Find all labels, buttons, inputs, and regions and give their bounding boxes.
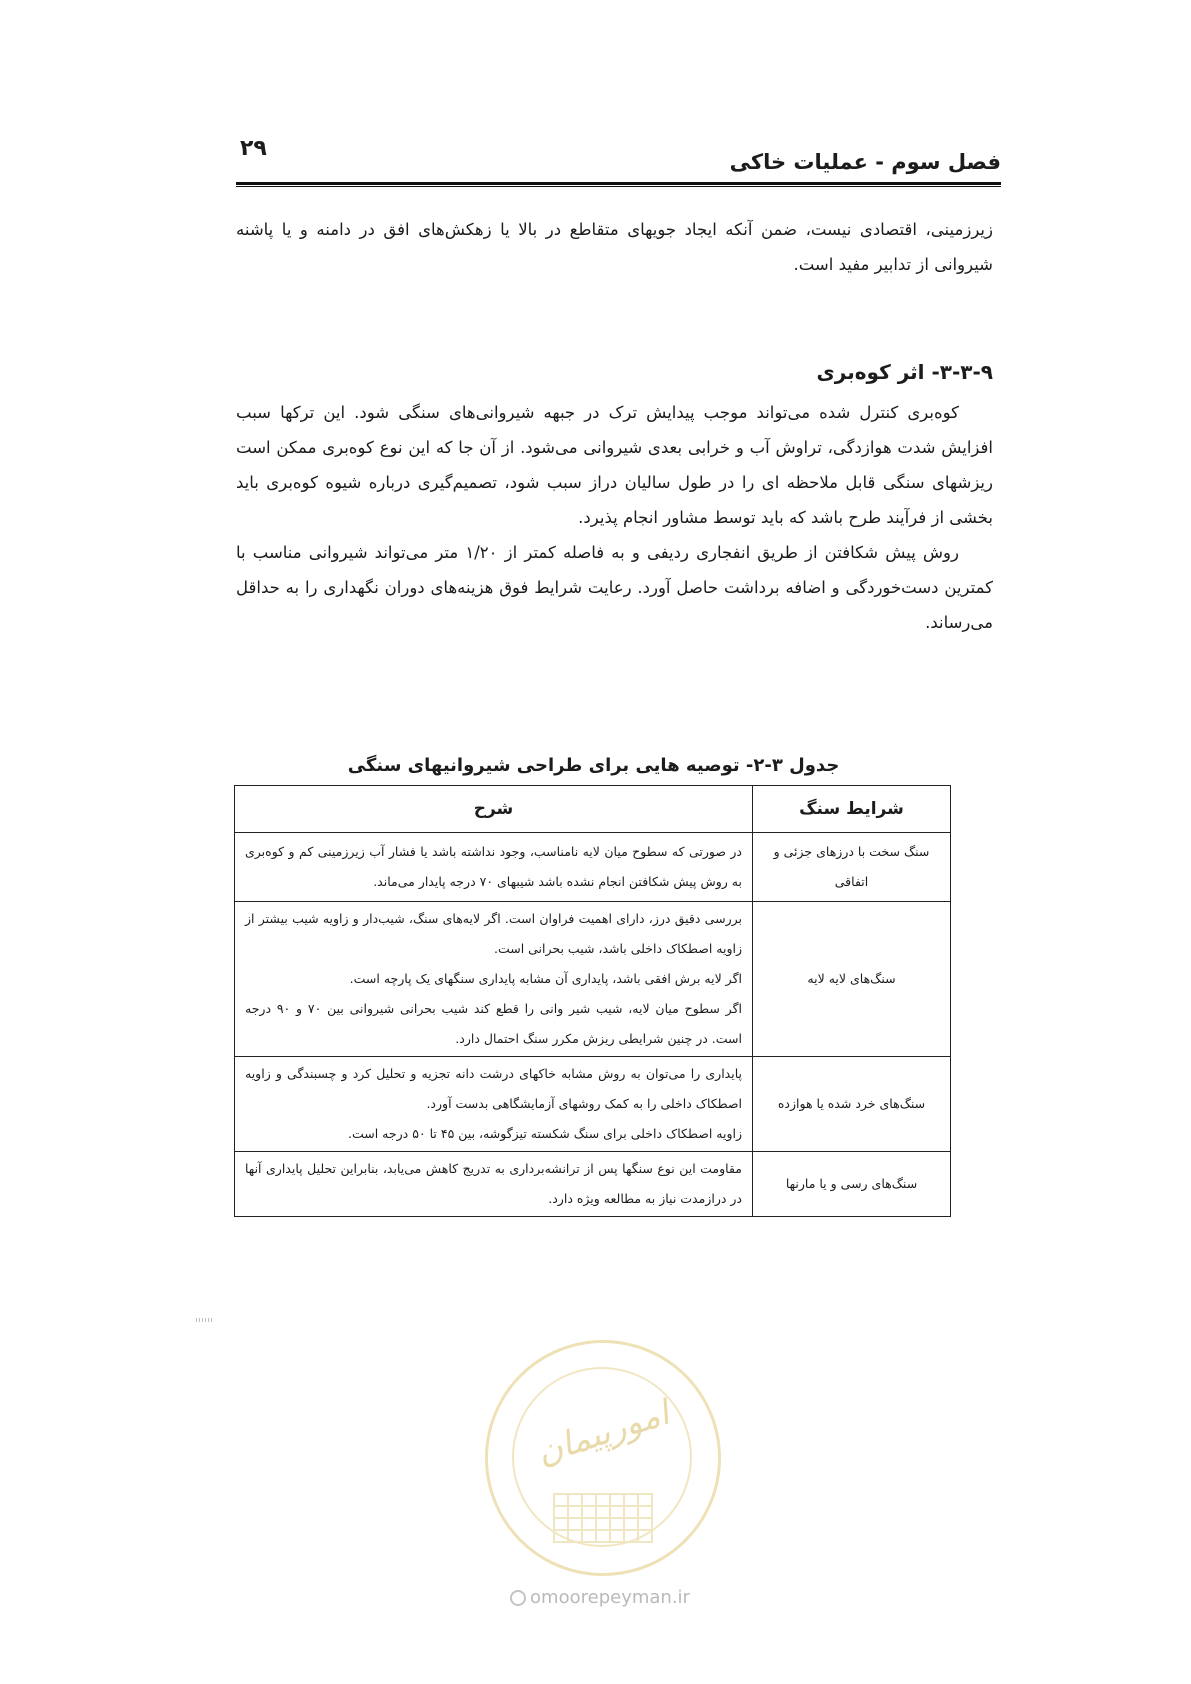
table-header-row [235, 786, 951, 833]
watermark-logo-text: امورپیمان [531, 1392, 675, 1474]
table-caption: جدول ۳-۲- توصیه هایی برای طراحی شیروانیهای سنگی [347, 755, 840, 776]
description-line: زاویه اصطکاک داخلی برای سنگ شکسته تیزگوشه، بین ۴۵ تا ۵۰ درجه است. [348, 1126, 742, 1141]
table-row [235, 902, 951, 1057]
row-description [235, 902, 753, 1057]
section-paragraph-1: کوه‌بری کنترل شده می‌تواند موجب پیدایش ترک در جبهه شیروانی‌های سنگی شود. این ترکها سبب افزایش شدت هوازدگی، تراوش آب و خرابی بعدی شیروانی می‌شود. از آن جا که این نوع کوه‌بری ممکن است ریزشهای سنگی قابل ملاحظه ای را در طول سالیان دراز سبب شود، تصمیم‌گیری درباره شیوه کوه‌بری باید بخشی از فرآیند طرح باشد که باید توسط مشاور انجام پذیرد. [236, 403, 993, 527]
row-description [235, 1152, 753, 1217]
section-paragraph-2: روش پیش شکافتن از طریق انفجاری ردیفی و به فاصله کمتر از ۱/۲۰ متر می‌تواند شیروانی مناسب با کمترین دست‌خوردگی و اضافه برداشت حاصل آورد. رعایت شرایط فوق هزینه‌های دوران نگهداری را به حداقل می‌رساند. [236, 543, 993, 632]
instagram-icon [510, 1590, 526, 1606]
table-row [235, 833, 951, 902]
website-watermark [480, 1587, 720, 1608]
section-title: ۳-۳-۹- اثر کوه‌بری [816, 360, 993, 384]
row-description [235, 1057, 753, 1152]
section-body [236, 395, 993, 640]
row-description [235, 833, 753, 902]
row-condition: سنگ سخت با درزهای جزئی و اتفاقی [753, 833, 951, 902]
description-line: مقاومت این نوع سنگها پس از ترانشه‌برداری به تدریج کاهش می‌یابد، بنابراین تحلیل پایداری آنها در درازمدت نیاز به مطالعه ویژه دارد. [245, 1161, 742, 1206]
page-number: ۲۹ [240, 136, 267, 161]
header-condition: شرایط سنگ [753, 786, 951, 833]
website-text: omoorepeyman.ir [530, 1587, 690, 1608]
header-rule [236, 182, 1001, 187]
table-row [235, 1057, 951, 1152]
header-description: شرح [235, 786, 753, 833]
row-condition: سنگ‌های لایه لایه [753, 902, 951, 1057]
description-line: اگر سطوح میان لایه، شیب شیر وانی را قطع کند شیب بحرانی شیروانی بین ۷۰ و ۹۰ درجه است. در چنین شرایطی ریزش مکرر سنگ احتمال دارد. [245, 1001, 742, 1046]
running-header: فصل سوم - عملیات خاکی [729, 150, 1001, 174]
description-line: پایداری را می‌توان به روش مشابه خاکهای درشت دانه تجزیه و تحلیل کرد و چسبندگی و زاویه اصطکاک داخلی را به کمک روشهای آزمایشگاهی بدست آورد. [245, 1066, 742, 1111]
table-row [235, 1152, 951, 1217]
description-line: در صورتی که سطوح میان لایه نامناسب، وجود نداشته باشد یا فشار آب زیرزمینی کم و کوه‌بری به روش پیش شکافتن انجام نشده باشد شیبهای ۷۰ درجه پایدار می‌ماند. [245, 844, 742, 889]
row-condition: سنگ‌های رسی و یا مارنها [753, 1152, 951, 1217]
description-line: بررسی دقیق درز، دارای اهمیت فراوان است. اگر لایه‌های سنگ، شیب‌دار و زاویه شیب بیشتر از زاویه اصطکاک داخلی باشد، شیب بحرانی است. [245, 911, 742, 956]
recommendations-table [234, 785, 951, 1217]
intro-paragraph [236, 212, 993, 282]
description-line: اگر لایه برش افقی باشد، پایداری آن مشابه پایداری سنگهای یک پارچه است. [349, 971, 742, 986]
intro-paragraph-text: زیرزمینی، اقتصادی نیست، ضمن آنکه ایجاد جویهای متقاطع در بالا یا زهکش‌های افق در دامنه و یا پاشنه شیروانی از تدابیر مفید است. [236, 220, 993, 274]
scan-speck [196, 1318, 212, 1322]
watermark-grid-icon [553, 1493, 653, 1543]
watermark-seal-icon [485, 1340, 721, 1576]
row-condition: سنگ‌های خرد شده یا هوازده [753, 1057, 951, 1152]
